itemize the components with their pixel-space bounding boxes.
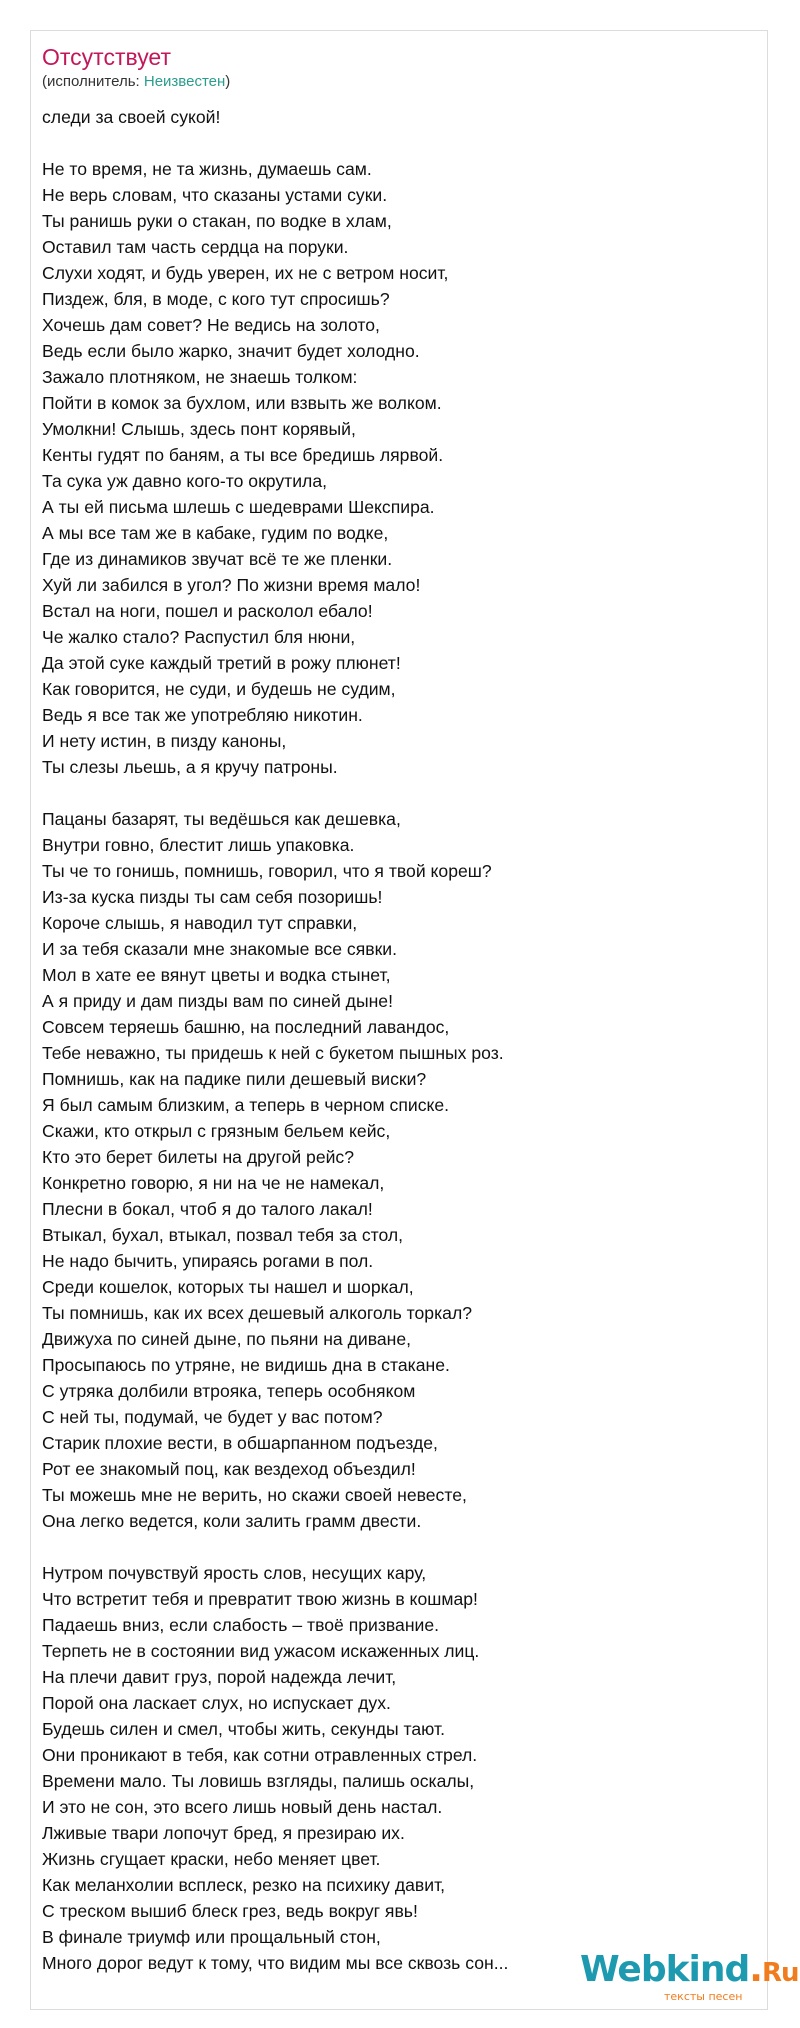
lyric-line: Много дорог ведут к тому, что видим мы все сквозь сон... — [42, 1953, 509, 1973]
lyric-line: Помнишь, как на падике пили дешевый виски? — [42, 1069, 427, 1089]
lyrics-text — [42, 104, 732, 1976]
lyric-line: Порой она ласкает слух, но испускает дух. — [42, 1693, 391, 1713]
lyric-line: Зажало плотняком, не знаешь толком: — [42, 367, 358, 387]
lyric-line: Как меланхолии всплеск, резко на психику давит, — [42, 1875, 446, 1895]
lyric-line: Мол в хате ее вянут цветы и водка стынет, — [42, 965, 391, 985]
lyric-line: Оставил там часть сердца на поруки. — [42, 237, 349, 257]
lyric-line: Встал на ноги, пошел и расколол ебало! — [42, 601, 373, 621]
lyric-line: На плечи давит груз, порой надежда лечит, — [42, 1667, 397, 1687]
lyric-line: Что встретит тебя и превратит твою жизнь в кошмар! — [42, 1589, 478, 1609]
artist-prefix: (исполнитель: — [42, 73, 144, 90]
artist-line — [42, 72, 230, 92]
logo-tagline: тексты песен — [664, 1990, 743, 2003]
lyric-line: Да этой суке каждый третий в рожу плюнет! — [42, 653, 401, 673]
lyric-line: Че жалко стало? Распустил бля нюни, — [42, 627, 356, 647]
lyric-line: Движуха по синей дыне, по пьяни на диване, — [42, 1329, 412, 1349]
lyric-line: Терпеть не в состоянии вид ужасом искаженных лиц. — [42, 1641, 480, 1661]
lyric-line: Внутри говно, блестит лишь упаковка. — [42, 835, 355, 855]
lyric-line: Как говорится, не суди, и будешь не судим, — [42, 679, 396, 699]
lyric-line: Я был самым близким, а теперь в черном списке. — [42, 1095, 450, 1115]
lyric-line: Совсем теряешь башню, на последний лавандос, — [42, 1017, 450, 1037]
lyric-line: Рот ее знакомый поц, как вездеход объездил! — [42, 1459, 416, 1479]
lyric-line: Будешь силен и смел, чтобы жить, секунды тают. — [42, 1719, 445, 1739]
logo-dot: . — [749, 1949, 762, 1990]
lyric-line: Просыпаюсь по утряне, не видишь дна в стакане. — [42, 1355, 450, 1375]
artist-suffix: ) — [225, 73, 231, 90]
lyric-line: И нету истин, в пизду каноны, — [42, 731, 287, 751]
logo-main-text: Webkind — [580, 1949, 750, 1990]
lyric-line: Пиздеж, бля, в моде, с кого тут спросишь? — [42, 289, 390, 309]
lyric-line: С утряка долбили втрояка, теперь особняком — [42, 1381, 416, 1401]
lyric-line: Она легко ведется, коли залить грамм двести. — [42, 1511, 422, 1531]
lyric-line: И это не сон, это всего лишь новый день настал. — [42, 1797, 443, 1817]
lyric-line: А я приду и дам пизды вам по синей дыне! — [42, 991, 393, 1011]
lyric-line: Среди кошелок, которых ты нашел и шоркал, — [42, 1277, 414, 1297]
lyric-line: Короче слышь, я наводил тут справки, — [42, 913, 358, 933]
lyric-line: Ведь я все так же употребляю никотин. — [42, 705, 363, 725]
lyric-line: С ней ты, подумай, че будет у вас потом? — [42, 1407, 383, 1427]
lyric-line: Хочешь дам совет? Не ведись на золото, — [42, 315, 380, 335]
lyric-line: Лживые твари лопочут бред, я презираю их. — [42, 1823, 405, 1843]
lyric-line: Ведь если было жарко, значит будет холодно. — [42, 341, 420, 361]
lyric-line: Нутром почувствуй ярость слов, несущих кару, — [42, 1563, 427, 1583]
lyric-line: Ты можешь мне не верить, но скажи своей невесте, — [42, 1485, 467, 1505]
lyric-line: Из-за куска пизды ты сам себя позоришь! — [42, 887, 383, 907]
lyric-line: А мы все там же в кабаке, гудим по водке, — [42, 523, 389, 543]
lyric-line: И за тебя сказали мне знакомые все сявки. — [42, 939, 397, 959]
lyric-line: А ты ей письма шлешь с шедеврами Шекспира. — [42, 497, 435, 517]
lyric-line: Та сука уж давно кого-то окрутила, — [42, 471, 327, 491]
lyric-line: Конкретно говорю, я ни на че не намекал, — [42, 1173, 385, 1193]
lyric-line: Пацаны базарят, ты ведёшься как дешевка, — [42, 809, 401, 829]
lyric-line: Слухи ходят, и будь уверен, их не с ветром носит, — [42, 263, 449, 283]
lyric-line: В финале триумф или прощальный стон, — [42, 1927, 381, 1947]
lyric-line: Они проникают в тебя, как сотни отравленных стрел. — [42, 1745, 478, 1765]
lyric-line: Времени мало. Ты ловишь взгляды, палишь оскалы, — [42, 1771, 475, 1791]
lyric-line: Жизнь сгущает краски, небо меняет цвет. — [42, 1849, 381, 1869]
lyric-line: Скажи, кто открыл с грязным бельем кейс, — [42, 1121, 391, 1141]
stanza-gap — [42, 1534, 732, 1560]
lyric-line: Хуй ли забился в угол? По жизни время мало! — [42, 575, 421, 595]
song-title: Отсутствует — [42, 44, 171, 70]
lyric-line: С треском вышиб блеск грез, ведь вокруг явь! — [42, 1901, 418, 1921]
lyric-line: Падаешь вниз, если слабость – твоё призвание. — [42, 1615, 440, 1635]
stanza-gap — [42, 130, 732, 156]
lyric-line: Ты слезы льешь, а я кручу патроны. — [42, 757, 338, 777]
lyric-line: Не верь словам, что сказаны устами суки. — [42, 185, 388, 205]
lyric-line: Ты че то гонишь, помнишь, говорил, что я твой кореш? — [42, 861, 492, 881]
lyric-line: Кенты гудят по баням, а ты все бредишь лярвой. — [42, 445, 444, 465]
lyric-line: следи за своей сукой! — [42, 107, 221, 127]
stanza-gap — [42, 780, 732, 806]
logo-wordmark — [580, 1950, 799, 1993]
lyric-line: Старик плохие вести, в обшарпанном подъезде, — [42, 1433, 438, 1453]
logo-tld: Ru — [761, 1958, 799, 1988]
lyric-line: Плесни в бокал, чтоб я до талого лакал! — [42, 1199, 373, 1219]
lyric-line: Ты ранишь руки о стакан, по водке в хлам, — [42, 211, 392, 231]
lyric-line: Пойти в комок за бухлом, или взвыть же волком. — [42, 393, 442, 413]
lyric-line: Умолкни! Слышь, здесь понт корявый, — [42, 419, 356, 439]
lyric-line: Кто это берет билеты на другой рейс? — [42, 1147, 355, 1167]
lyric-line: Ты помнишь, как их всех дешевый алкоголь торкал? — [42, 1303, 472, 1323]
artist-link[interactable]: Неизвестен — [143, 73, 226, 90]
lyric-line: Тебе неважно, ты придешь к ней с букетом пышных роз. — [42, 1043, 504, 1063]
webkind-logo[interactable] — [580, 1949, 799, 2006]
lyric-line: Не то время, не та жизнь, думаешь сам. — [42, 159, 372, 179]
lyric-line: Где из динамиков звучат всё те же пленки. — [42, 549, 393, 569]
lyric-line: Не надо бычить, упираясь рогами в пол. — [42, 1251, 374, 1271]
lyric-line: Втыкал, бухал, втыкал, позвал тебя за стол, — [42, 1225, 404, 1245]
